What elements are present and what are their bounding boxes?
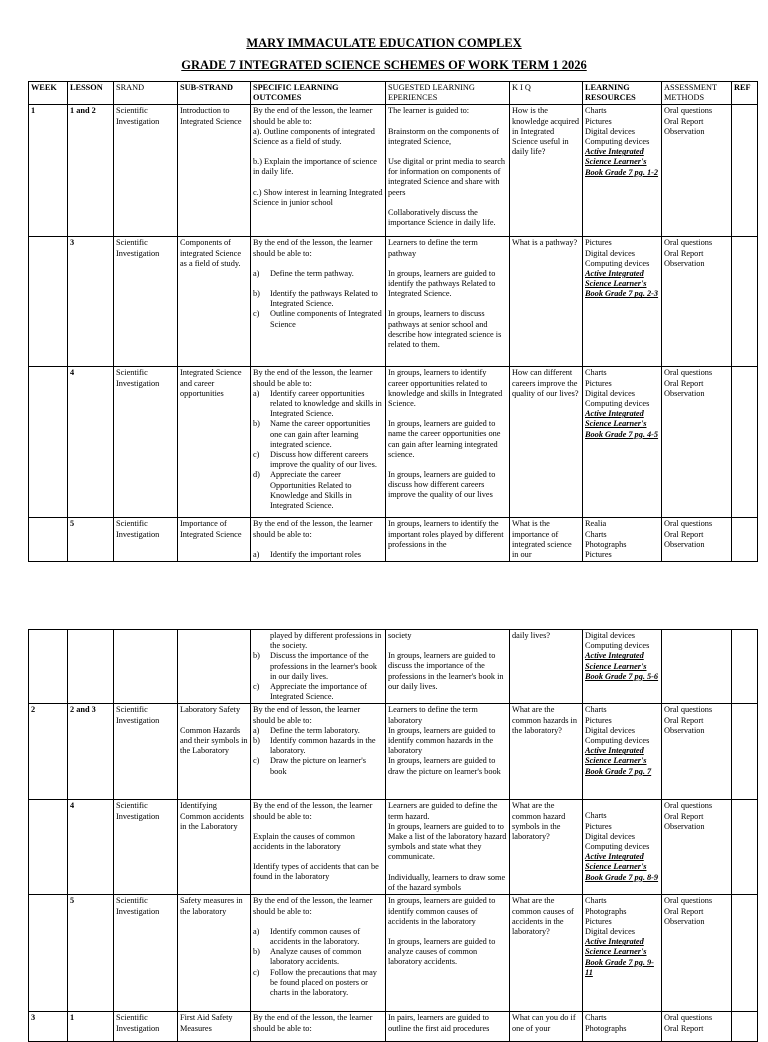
slo-cell <box>251 105 386 237</box>
table-row <box>29 704 758 800</box>
assessment-item: Oral questions <box>664 368 713 378</box>
week-cell: 2 <box>29 704 68 800</box>
textbook-reference: Active Integrated Science Learner's Book Grade 7 pg. 1-2 <box>585 147 659 177</box>
slo-item: b.) Explain the importance of science in daily life. <box>253 157 377 177</box>
lesson-cell: 1 and 2 <box>68 105 114 237</box>
assessment-cell <box>662 895 732 1012</box>
col-strand-header: SRAND <box>114 82 178 105</box>
table-row <box>29 105 758 237</box>
slo-cell <box>251 367 386 518</box>
assessment-item: Observation <box>664 258 705 268</box>
slo-item: c) Draw the picture on learner's book <box>253 756 366 776</box>
textbook-reference: Active Integrated Science Learner's Book Grade 7 pg. 2-3 <box>585 269 659 299</box>
assessment-item: Oral questions <box>664 896 713 906</box>
week-cell <box>29 895 68 1012</box>
slo-item: a) Define the term pathway. <box>253 268 354 278</box>
slo-item: played by different professions in the society. <box>270 631 382 651</box>
strand-cell: Scientific Investigation <box>114 105 178 237</box>
experiences-cell <box>386 367 510 518</box>
slo-cell <box>251 237 386 367</box>
substrand-cell <box>178 630 251 704</box>
substrand-cell <box>178 704 251 800</box>
lesson-cell: 2 and 3 <box>68 704 114 800</box>
week-cell <box>29 518 68 562</box>
slo-item: b) Analyze causes of common laboratory accidents. <box>253 947 362 967</box>
substrand-cell: Components of integrated Science as a field of study. <box>178 237 251 367</box>
experience-text: Brainstorm on the components of integrated Science, <box>388 126 500 146</box>
resource-item: Charts <box>585 811 607 821</box>
experience-text: The learner is guided to: <box>388 106 470 116</box>
ref-cell <box>732 1012 758 1042</box>
col-week-header: WEEK <box>29 82 68 105</box>
assessment-item: Observation <box>664 126 705 136</box>
ref-cell <box>732 367 758 518</box>
assessment-item: Oral questions <box>664 106 713 116</box>
experience-text: In groups, learners are guided to name the career opportunities one can gain after learning integrated science. <box>388 419 501 459</box>
slo-item: a) Define the term laboratory. <box>253 725 360 735</box>
week-cell <box>29 800 68 895</box>
resource-item: Charts <box>585 1013 607 1023</box>
slo-item: c) Appreciate the importance of Integrated Science. <box>253 682 367 702</box>
slo-item: a) Identify common causes of accidents in the laboratory. <box>253 926 361 947</box>
kiq-cell: What are the common hazard symbols in the laboratory? <box>510 800 583 895</box>
slo-item: a) Identify the important roles <box>253 549 362 559</box>
resource-item: Computing devices <box>585 258 650 268</box>
strand-cell: Scientific Investigation <box>114 1012 178 1042</box>
slo-intro: By the end of the lesson, the learner should be able to: <box>253 238 373 258</box>
assessment-item: Oral questions <box>664 519 713 529</box>
assessment-item: Observation <box>664 916 705 926</box>
experience-text: Learners to define the term laboratory <box>388 705 478 725</box>
slo-intro: By the end of the lesson, the learner should be able to: <box>253 519 373 539</box>
week-cell: 1 <box>29 105 68 237</box>
experiences-cell: In groups, learners to identify the important roles played by different professions in the <box>386 518 510 562</box>
col-resources-header: LEARNING RESOURCES <box>583 82 662 105</box>
week-cell <box>29 237 68 367</box>
textbook-reference: Active Integrated Science Learner's Book Grade 7 pg. 4-5 <box>585 409 659 439</box>
resources-cell <box>583 237 662 367</box>
strand-cell: Scientific Investigation <box>114 518 178 562</box>
resource-item: Pictures <box>585 116 612 126</box>
resources-cell <box>583 105 662 237</box>
experience-text: In groups, learners are guided to identify the pathways Related to Integrated Science. <box>388 268 496 299</box>
ref-cell <box>732 895 758 1012</box>
slo-item: d) Appreciate the career Opportunities Related to Knowledge and Skills in Integrated Science. <box>253 470 352 511</box>
assessment-item: Oral Report <box>664 116 704 126</box>
strand-cell <box>114 630 178 704</box>
resource-item: Digital devices <box>585 126 635 136</box>
kiq-cell: daily lives? <box>510 630 583 704</box>
slo-item: c.) Show interest in learning Integrated Science in junior school <box>253 187 383 207</box>
substrand-cell: Integrated Science and career opportunities <box>178 367 251 518</box>
substrand-cell: Identifying Common accidents in the Laboratory <box>178 800 251 895</box>
resource-item: Charts <box>585 368 607 378</box>
resource-item: Digital devices <box>585 927 635 937</box>
experience-text: Individually, learners to draw some of the hazard symbols <box>388 872 506 892</box>
slo-item: c) Discuss how different careers improve the quality of our lives. <box>253 450 377 470</box>
resource-item: Pictures <box>585 238 612 248</box>
experiences-cell <box>386 237 510 367</box>
slo-item: b) Identify common hazards in the laboratory. <box>253 736 376 756</box>
assessment-item: Oral questions <box>664 705 713 715</box>
assessment-item: Observation <box>664 821 705 831</box>
textbook-reference: Active Integrated Science Learner's Book Grade 7 pg. 7 <box>585 746 652 776</box>
col-kiq-header: K I Q <box>510 82 583 105</box>
schemes-table-page-1 <box>28 81 758 562</box>
resource-item: Digital devices <box>585 631 635 640</box>
experience-text: Collaboratively discuss the importance Science in daily life. <box>388 207 496 228</box>
resources-cell <box>583 895 662 1012</box>
experience-text: In groups, learners are guided to identify common hazards in the laboratory <box>388 725 496 756</box>
resource-item: Pictures <box>585 821 612 831</box>
resource-item: Digital devices <box>585 725 635 735</box>
table-row <box>29 800 758 895</box>
resource-item: Photographs <box>585 539 627 549</box>
slo-item: b) Discuss the importance of the professions in the learner's book in our daily lives. <box>253 651 378 681</box>
resource-item: Charts <box>585 106 607 116</box>
table-header-row <box>29 82 758 105</box>
lesson-cell: 3 <box>68 237 114 367</box>
slo-item: a) Identify career opportunities related to knowledge and skills in Integrated Science. <box>253 388 382 419</box>
ref-cell <box>732 237 758 367</box>
kiq-cell: What are the common causes of accidents in the laboratory? <box>510 895 583 1012</box>
slo-cell <box>251 630 386 704</box>
ref-cell <box>732 105 758 237</box>
experience-text: In groups, learners to identify career opportunities related to knowledge and skills in Integrated Science. <box>388 368 503 409</box>
substrand-text: Laboratory Safety <box>180 705 241 715</box>
kiq-cell: What are the common hazards in the laboratory? <box>510 704 583 800</box>
experience-text: In groups, learners are guided to identify common causes of accidents in the laboratory <box>388 896 496 926</box>
slo-intro: By the end of the lesson, the learner should be able to: <box>253 896 373 916</box>
slo-cell <box>251 800 386 895</box>
experiences-cell <box>386 630 510 704</box>
substrand-cell: Safety measures in the laboratory <box>178 895 251 1012</box>
experiences-cell <box>386 704 510 800</box>
resource-item: Pictures <box>585 550 612 560</box>
lesson-cell: 4 <box>68 800 114 895</box>
textbook-reference: Active Integrated Science Learner's Book Grade 7 pg. 9-11 <box>585 937 654 977</box>
resources-cell <box>583 367 662 518</box>
slo-item: Explain the causes of common accidents in the laboratory <box>253 831 355 852</box>
substrand-cell: Introduction to Integrated Science <box>178 105 251 237</box>
slo-cell: By the end of the lesson, the learner should be able to: <box>251 1012 386 1042</box>
experience-text: In groups, learners are guided to to Make a list of the laboratory hazard symbols and state what they communicate. <box>388 821 507 862</box>
week-cell <box>29 630 68 704</box>
resource-item: Pictures <box>585 378 612 388</box>
resource-item: Computing devices <box>585 137 650 147</box>
col-assessment-header: ASSESSMENT METHODS <box>662 82 732 105</box>
resource-item: Photographs <box>585 906 627 916</box>
slo-intro: By the end of lesson, the learner should be able to: <box>253 705 361 725</box>
assessment-item: Oral Report <box>664 1023 704 1033</box>
lesson-cell: 4 <box>68 367 114 518</box>
strand-cell: Scientific Investigation <box>114 367 178 518</box>
assessment-cell <box>662 237 732 367</box>
lesson-cell: 5 <box>68 895 114 1012</box>
slo-item: a). Outline components of integrated Science as a field of study. <box>253 126 375 147</box>
strand-cell: Scientific Investigation <box>114 704 178 800</box>
assessment-item: Observation <box>664 539 705 549</box>
experience-text: Use digital or print media to search for information on components of integrated Science and share with peers <box>388 157 506 197</box>
resources-cell <box>583 800 662 895</box>
assessment-cell <box>662 105 732 237</box>
document-title: GRADE 7 INTEGRATED SCIENCE SCHEMES OF WORK TERM 1 2026 <box>181 58 587 72</box>
assessment-item: Oral questions <box>664 801 713 811</box>
resource-item: Pictures <box>585 715 612 725</box>
resources-cell <box>583 630 662 704</box>
resources-cell <box>583 704 662 800</box>
assessment-item: Oral Report <box>664 378 704 388</box>
col-ref-header: REF <box>732 82 758 105</box>
ref-cell <box>732 704 758 800</box>
school-name: MARY IMMACULATE EDUCATION COMPLEX <box>246 36 522 50</box>
assessment-item: Oral Report <box>664 715 704 725</box>
assessment-item: Oral questions <box>664 238 713 248</box>
resource-item: Charts <box>585 705 607 715</box>
textbook-reference: Active Integrated Science Learner's Book Grade 7 pg. 5-6 <box>585 651 659 681</box>
assessment-item: Oral Report <box>664 906 704 916</box>
table-row <box>29 518 758 562</box>
col-experiences-header: SUGESTED LEARNING EPERIENCES <box>386 82 510 105</box>
resource-item: Pictures <box>585 916 612 926</box>
assessment-item: Oral questions <box>664 1013 713 1023</box>
resources-cell <box>583 1012 662 1042</box>
experience-text: In groups, learners are guided to discuss the importance of the professions in the learner's book in our daily lives. <box>388 651 504 691</box>
resource-item: Computing devices <box>585 736 650 746</box>
table-row <box>29 237 758 367</box>
assessment-item: Observation <box>664 388 705 398</box>
kiq-cell: What can you do if one of your <box>510 1012 583 1042</box>
week-cell: 3 <box>29 1012 68 1042</box>
slo-cell <box>251 895 386 1012</box>
kiq-cell: What is a pathway? <box>510 237 583 367</box>
resource-item: Digital devices <box>585 831 635 841</box>
table-row <box>29 367 758 518</box>
lesson-cell <box>68 630 114 704</box>
ref-cell <box>732 800 758 895</box>
lesson-cell: 1 <box>68 1012 114 1042</box>
assessment-cell <box>662 367 732 518</box>
assessment-item: Observation <box>664 725 705 735</box>
experiences-cell: In pairs, learners are guided to outline the first aid procedures <box>386 1012 510 1042</box>
assessment-cell <box>662 518 732 562</box>
slo-intro: By the end of the lesson, the learner should be able to: <box>253 368 373 388</box>
resource-item: Digital devices <box>585 248 635 258</box>
week-cell <box>29 367 68 518</box>
resource-item: Digital devices <box>585 388 635 398</box>
experiences-cell <box>386 895 510 1012</box>
ref-cell <box>732 630 758 704</box>
slo-item: b) Identify the pathways Related to Integrated Science. <box>253 289 378 309</box>
assessment-cell <box>662 704 732 800</box>
slo-item: b) Name the career opportunities one can gain after learning integrated science. <box>253 419 371 449</box>
assessment-cell <box>662 630 732 704</box>
slo-item: Identify types of accidents that can be found in the laboratory <box>253 862 379 882</box>
kiq-cell: What is the importance of integrated science in our <box>510 518 583 562</box>
experience-text: In groups, learners are guided to analyze causes of common laboratory accidents. <box>388 937 496 967</box>
resource-item: Computing devices <box>585 641 650 651</box>
resource-item: Charts <box>585 529 607 539</box>
table-row <box>29 895 758 1012</box>
substrand-cell: Importance of Integrated Science <box>178 518 251 562</box>
resources-cell <box>583 518 662 562</box>
assessment-cell <box>662 1012 732 1042</box>
slo-item: c) Outline components of Integrated Science <box>253 309 382 329</box>
strand-cell: Scientific Investigation <box>114 800 178 895</box>
strand-cell: Scientific Investigation <box>114 237 178 367</box>
table-row <box>29 1012 758 1042</box>
lesson-cell: 5 <box>68 518 114 562</box>
schemes-table-page-2 <box>28 629 758 1042</box>
experience-text: In groups, learners are guided to draw the picture on learner's book <box>388 756 501 776</box>
assessment-item: Oral Report <box>664 248 704 258</box>
experience-text: Learners to define the term pathway <box>388 238 478 258</box>
substrand-text: Common Hazards and their symbols in the Laboratory <box>180 725 248 756</box>
strand-cell: Scientific Investigation <box>114 895 178 1012</box>
col-lesson-header: LESSON <box>68 82 114 105</box>
kiq-cell: How is the knowledge acquired in Integrated Science useful in daily life? <box>510 105 583 237</box>
slo-cell <box>251 518 386 562</box>
assessment-item: Oral Report <box>664 811 704 821</box>
col-slo-header: SPECIFIC LEARNING OUTCOMES <box>251 82 386 105</box>
table-row <box>29 630 758 704</box>
slo-intro: By the end of the lesson, the learner should be able to: <box>253 106 373 126</box>
resource-item: Computing devices <box>585 399 650 409</box>
kiq-cell: How can different careers improve the quality of our lives? <box>510 367 583 518</box>
experience-text: society <box>388 631 412 640</box>
slo-item: c) Follow the precautions that may be found placed on posters or charts in the laboratory. <box>253 967 377 998</box>
resource-item: Computing devices <box>585 842 650 852</box>
col-substrand-header: SUB-STRAND <box>178 82 251 105</box>
ref-cell <box>732 518 758 562</box>
substrand-cell: First Aid Safety Measures <box>178 1012 251 1042</box>
assessment-cell <box>662 800 732 895</box>
resource-item: Charts <box>585 896 607 906</box>
slo-intro: By the end of the lesson, the learner should be able to: <box>253 801 373 821</box>
resource-item: Realia <box>585 519 607 529</box>
slo-cell <box>251 704 386 800</box>
experience-text: In groups, learners are guided to discuss how different careers improve the quality of our lives <box>388 470 496 500</box>
experiences-cell <box>386 800 510 895</box>
experience-text: In groups, learners to discuss pathways at senior school and describe how integrated science is related to them. <box>388 309 502 350</box>
resource-item: Photographs <box>585 1023 627 1033</box>
textbook-reference: Active Integrated Science Learner's Book Grade 7 pg. 8-9 <box>585 852 659 882</box>
experience-text: Learners are guided to define the term hazard. <box>388 801 498 821</box>
experiences-cell <box>386 105 510 237</box>
assessment-item: Oral Report <box>664 529 704 539</box>
